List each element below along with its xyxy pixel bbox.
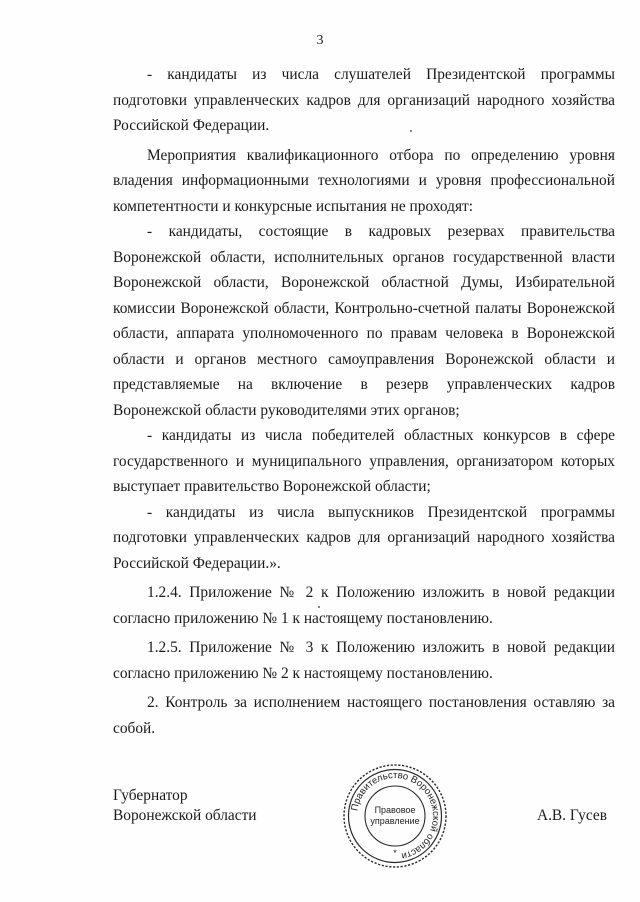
stamp-ring-text: Правительство Воронежской области [349,769,442,862]
signatory-name: А.В. Гусев [536,807,607,824]
official-stamp [342,763,448,869]
signatory-position [113,786,257,826]
document-body [113,62,615,741]
signatory-title: Губернатор [113,787,188,804]
paragraph-control: 2. Контроль за исполнением настоящего постановления оставляю за собой. [113,694,615,737]
stamp-center-line-2: управление [370,816,420,826]
stamp-center-line-1: Правовое [374,805,416,815]
stamp-star: * [393,848,397,858]
paragraph-appendix-2: 1.2.4. Приложение № 2 к Положению изложить в новой редакции согласно приложению № 1 к настоящему постановлению. [113,584,615,627]
paragraph-contest-winners: - кандидаты из числа победителей областных конкурсов в сфере государственного и муниципального управления, организатором которых выступает правительство Воронежской области; [113,427,615,495]
paragraph-graduates-listeners: - кандидаты из числа слушателей Президентской программы подготовки управленческих кадров для организаций народного хозяйства Российской Федерации. [113,66,615,134]
scan-speck [318,606,320,608]
scan-speck [410,130,412,132]
paragraph-exemption-intro: Мероприятия квалификационного отбора по определению уровня владения информационными технологиями и уровня профессиональной компетентности и конкурсные испытания не проходят: [113,146,615,215]
signatory-region: Воронежской области [113,807,257,824]
paragraph-appendix-3: 1.2.5. Приложение № 3 к Положению изложить в новой редакции согласно приложению № 2 к настоящему постановлению. [113,639,615,682]
page-number: 3 [316,33,324,48]
paragraph-reserve-candidates: - кандидаты, состоящие в кадровых резервах правительства Воронежской области, исполнительных органов государственной власти Воронежской области, Воронежской областной Думы, Избирательной комиссии Воронежской области, Контрольно-счетной палаты Воронежской области, аппарата уполномоченного по правам человека в Воронежской области и органов местного самоуправления Воронежской области и представляемые на включение в резерв управленческих кадров Воронежской области руководителями этих органов; [113,223,615,419]
paragraph-program-graduates: - кандидаты из числа выпускников Президентской программы подготовки управленческих кадров для организаций народного хозяйства Российской Федерации.». [113,503,615,572]
